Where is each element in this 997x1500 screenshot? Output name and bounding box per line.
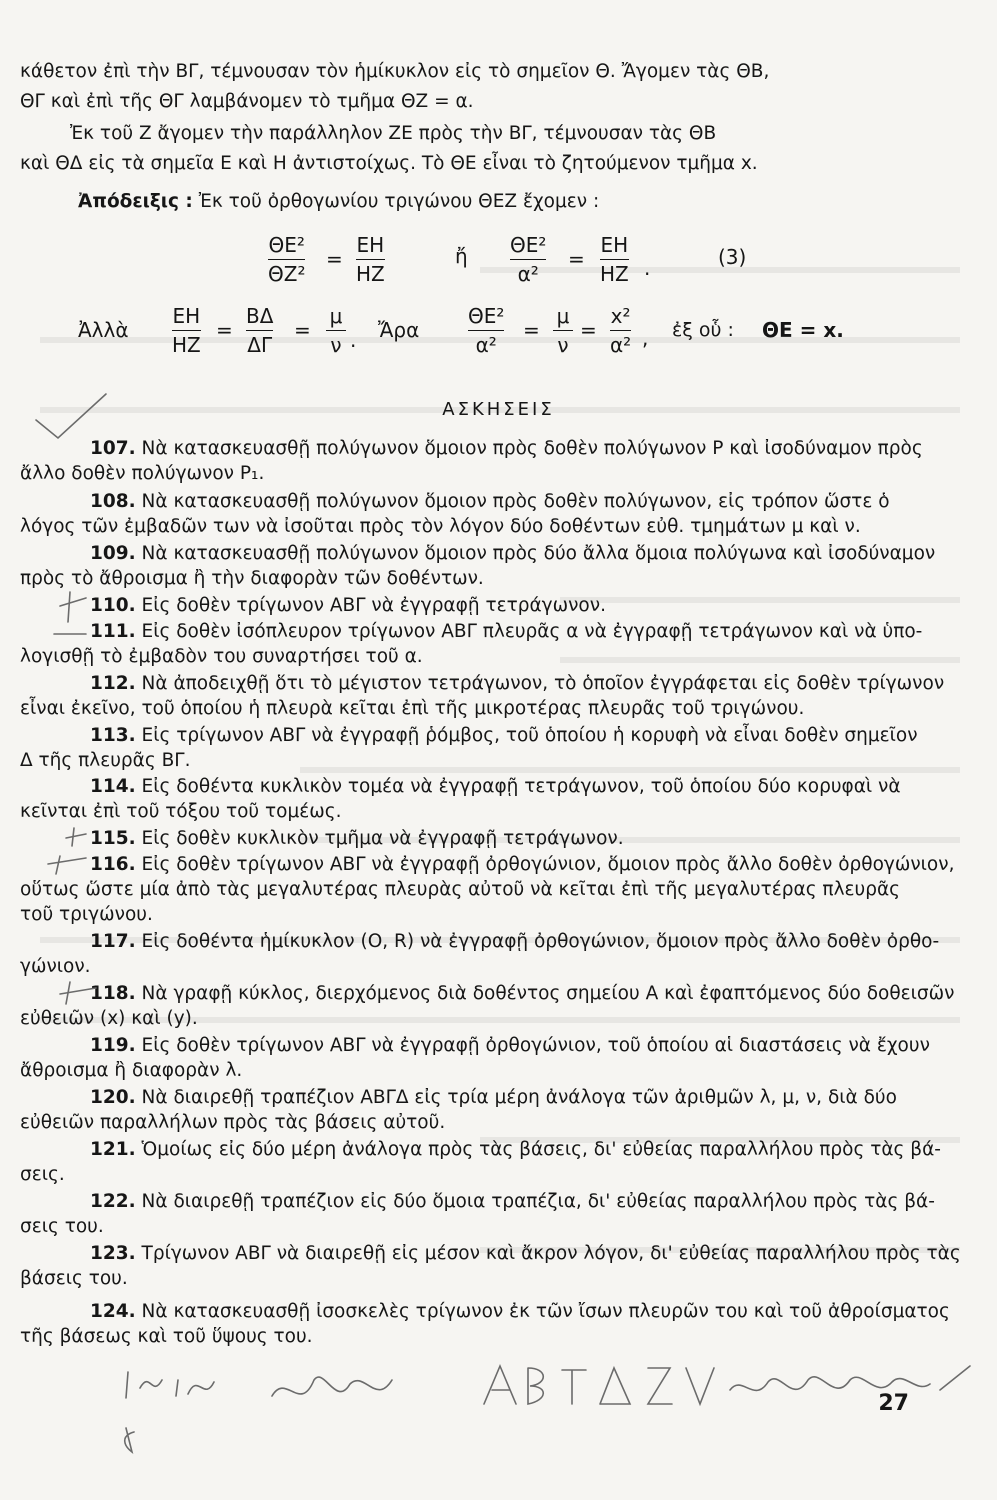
exercise-109-line-2: πρὸς τὸ ἄθροισμα ἢ τὴν διαφορὰν τῶν δοθέντων. xyxy=(20,568,484,589)
page-number: 27 xyxy=(878,1391,909,1416)
cross-mark xyxy=(66,828,86,846)
numerator: ΒΔ xyxy=(246,304,274,328)
numerator: ΕΗ xyxy=(172,304,201,328)
exercise-117-line-1: 117. Εἰς δοθέντα ἡμίκυκλον (O, R) νὰ ἐγγραφῇ ὀρθογώνιον, ὅμοιον πρὸς ἄλλο δοθὲν ὀρθο- xyxy=(90,931,940,952)
ara-word: Ἄρα xyxy=(378,318,420,342)
denominator: ΗΖ xyxy=(600,262,629,286)
check-mark xyxy=(36,394,106,438)
numerator: ΘΕ² xyxy=(468,304,505,328)
exercise-119-line-1: 119. Εἰς δοθὲν τρίγωνον ΑΒΓ νὰ ἐγγραφῇ ὀρθογώνιον, τοῦ ὁποίου αἱ διαστάσεις νὰ ἔχουν xyxy=(90,1035,930,1056)
exercise-124-line-2: τῆς βάσεως καὶ τοῦ ὕψους του. xyxy=(20,1326,313,1347)
exercise-107-line-1: 107. Νὰ κατασκευασθῇ πολύγωνον ὅμοιον πρὸς δοθὲν πολύγωνον P καὶ ἰσοδύναμον πρὸς xyxy=(90,438,923,459)
equals-sign: = xyxy=(523,318,540,342)
intro-line-1: κάθετον ἐπὶ τὴν ΒΓ, τέμνουσαν τὸν ἡμίκυκλον εἰς τὸ σημεῖον Θ. Ἄγομεν τὰς ΘΒ, xyxy=(20,61,770,82)
exercise-120-line-2: εὐθειῶν παραλλήλων πρὸς τὰς βάσεις αὐτοῦ. xyxy=(20,1112,446,1133)
exercise-114-line-2: κεῖνται ἐπὶ τοῦ τόξου τοῦ τομέως. xyxy=(20,801,342,822)
denominator: ν xyxy=(330,333,342,357)
exercise-107-line-2: ἄλλο δοθὲν πολύγωνον P₁. xyxy=(20,463,265,484)
exercise-121-line-2: σεις. xyxy=(20,1164,65,1185)
exercise-117-line-2: γώνιον. xyxy=(20,956,91,977)
alla-word: Ἀλλὰ xyxy=(78,318,129,342)
numerator: ΕΗ xyxy=(356,233,385,257)
proof-label: Ἀπόδειξις : xyxy=(78,191,193,212)
exercise-110-line-1: 110. Εἰς δοθὲν τρίγωνον ΑΒΓ νὰ ἐγγραφῇ τετράγωνον. xyxy=(90,595,606,616)
exercise-120-line-1: 120. Νὰ διαιρεθῇ τραπέζιον ΑΒΓΔ εἰς τρία μέρη ἀνάλογα τῶν ἀριθμῶν λ, μ, ν, διὰ δύο xyxy=(90,1087,897,1108)
denominator: ΘΖ² xyxy=(268,262,306,286)
exercise-119-line-2: ἄθροισμα ἢ διαφορὰν λ. xyxy=(20,1060,243,1081)
handwriting-scribble xyxy=(272,1377,392,1396)
proof-text: Ἐκ τοῦ ὀρθογωνίου τριγώνου ΘΕΖ ἔχομεν : xyxy=(198,191,600,212)
handwriting-scribble xyxy=(126,1372,214,1398)
exercise-116-line-3: τοῦ τριγώνου. xyxy=(20,904,153,925)
exercise-112-line-2: εἶναι ἐκεῖνο, τοῦ ὁποίου ἡ πλευρὰ κεῖται ἐπὶ τῆς μικροτέρας πλευρᾶς τοῦ τριγώνου. xyxy=(20,698,805,719)
handwriting-scribble xyxy=(125,1428,134,1452)
denominator: ΗΖ xyxy=(172,333,201,357)
exercise-113-line-2: Δ τῆς πλευρᾶς ΒΓ. xyxy=(20,750,191,771)
numerator: μ xyxy=(556,304,570,328)
exercise-108-line-2: λόγος τῶν ἐμβαδῶν των νὰ ἰσοῦται πρὸς τὸν λόγον δύο δοθέντων εὐθ. τμημάτων μ καὶ ν. xyxy=(20,516,861,537)
intro-line-2: ΘΓ καὶ ἐπὶ τῆς ΘΓ λαμβάνομεν τὸ τμῆμα ΘΖ = α. xyxy=(20,91,474,112)
equation-label: (3) xyxy=(718,245,747,269)
exercise-123-line-2: βάσεις του. xyxy=(20,1268,128,1289)
numerator: x² xyxy=(610,304,631,328)
comma: , xyxy=(642,326,649,350)
exercise-111-line-1: 111. Εἰς δοθὲν ἰσόπλευρον τρίγωνον ΑΒΓ πλευρᾶς α νὰ ἐγγραφῇ τετράγωνον καὶ νὰ ὑπο- xyxy=(90,621,923,642)
equals-sign: = xyxy=(216,318,233,342)
exercise-108-line-1: 108. Νὰ κατασκευασθῇ πολύγωνον ὅμοιον πρὸς δοθὲν πολύγωνον, εἰς τρόπον ὥστε ὁ xyxy=(90,491,890,512)
ex-ou-phrase: ἐξ οὗ : xyxy=(672,319,734,341)
numerator: ΕΗ xyxy=(600,233,629,257)
exercises-heading: ΑΣΚΗΣΕΙΣ xyxy=(442,399,555,420)
handwriting-scribble xyxy=(686,1366,970,1404)
denominator: ΔΓ xyxy=(247,333,273,357)
denominator: α² xyxy=(475,333,497,357)
intro-line-3: Ἐκ τοῦ Ζ ἄγομεν τὴν παράλληλον ΖΕ πρὸς τὴν ΒΓ, τέμνουσαν τὰς ΘΒ xyxy=(70,123,717,144)
numerator: μ xyxy=(329,304,343,328)
cross-mark xyxy=(60,592,86,622)
exercise-115-line-1: 115. Εἰς δοθὲν κυκλικὸν τμῆμα νὰ ἐγγραφῇ τετράγωνον. xyxy=(90,828,624,849)
exercise-112-line-1: 112. Νὰ ἀποδειχθῇ ὅτι τὸ μέγιστον τετράγωνον, τὸ ὁποῖον ἐγγράφεται εἰς δοθὲν τρίγωνον xyxy=(90,673,945,694)
exercise-116-line-1: 116. Εἰς δοθὲν τρίγωνον ΑΒΓ νὰ ἐγγραφῇ ὀρθογώνιον, ὅμοιον πρὸς ἄλλο δοθὲν ὀρθογώνιον, xyxy=(90,854,955,875)
cross-mark xyxy=(60,982,96,1004)
exercise-113-line-1: 113. Εἰς τρίγωνον ΑΒΓ νὰ ἐγγραφῇ ῥόμβος, τοῦ ὁποίου ἡ κορυφὴ νὰ εἶναι δοθὲν σημεῖον xyxy=(90,725,918,746)
period: . xyxy=(644,256,651,280)
cross-mark xyxy=(48,856,86,874)
exercise-122-line-2: σεις του. xyxy=(20,1216,104,1237)
intro-line-4: καὶ ΘΔ εἰς τὰ σημεῖα Ε καὶ Η ἀντιστοίχως. Τὸ ΘΕ εἶναι τὸ ζητούμενον τμῆμα x. xyxy=(20,153,758,174)
exercise-114-line-1: 114. Εἰς δοθέντα κυκλικὸν τομέα νὰ ἐγγραφῇ τετράγωνον, τοῦ ὁποίου δύο κορυφαὶ νὰ xyxy=(90,776,901,797)
period: . xyxy=(350,328,357,352)
or-word: ἤ xyxy=(455,244,468,268)
equals-sign: = xyxy=(326,247,343,271)
denominator: ΗΖ xyxy=(356,262,385,286)
numerator: ΘΕ² xyxy=(510,233,547,257)
exercise-109-line-1: 109. Νὰ κατασκευασθῇ πολύγωνον ὅμοιον πρὸς δύο ἄλλα ὅμοια πολύγωνα καὶ ἰσοδύναμον xyxy=(90,543,936,564)
exercise-118-line-1: 118. Νὰ γραφῇ κύκλος, διερχόμενος διὰ δοθέντος σημείου Α καὶ ἐφαπτόμενος δύο δοθεισῶν xyxy=(90,983,955,1004)
exercise-121-line-1: 121. Ὁμοίως εἰς δύο μέρη ἀνάλογα πρὸς τὰς βάσεις, δι' εὐθείας παραλλήλου πρὸς τὰς βά- xyxy=(90,1139,941,1160)
exercise-123-line-1: 123. Τρίγωνον ΑΒΓ νὰ διαιρεθῇ εἰς μέσον καὶ ἄκρον λόγον, δι' εὐθείας παραλλήλου πρὸς τὰς xyxy=(90,1243,961,1264)
exercise-118-line-2: εὐθειῶν (x) καὶ (y). xyxy=(20,1008,198,1029)
denominator: ν xyxy=(557,333,569,357)
exercise-124-line-1: 124. Νὰ κατασκευασθῇ ἰσοσκελὲς τρίγωνον ἐκ τῶν ἴσων πλευρῶν του καὶ τοῦ ἀθροίσματος xyxy=(90,1301,950,1322)
equals-sign: = xyxy=(294,318,311,342)
numerator: ΘΕ² xyxy=(268,233,305,257)
exercise-122-line-1: 122. Νὰ διαιρεθῇ τραπέζιον εἰς δύο ὅμοια τραπέζια, δι' εὐθείας παραλλήλου πρὸς τὰς βά- xyxy=(90,1191,935,1212)
formula-result: ΘΕ = x. xyxy=(762,318,844,342)
exercise-116-line-2: οὕτως ὥστε μία ἀπὸ τὰς μεγαλυτέρας πλευρὰς αὐτοῦ νὰ κεῖται ἐπὶ τῆς μεγαλυτέρας πλευρᾶς xyxy=(20,879,901,900)
equals-sign: = xyxy=(580,318,597,342)
handwriting-scribble xyxy=(484,1366,672,1404)
denominator: α² xyxy=(610,333,632,357)
exercise-111-line-2: λογισθῇ τὸ ἐμβαδὸν του συναρτήσει τοῦ α. xyxy=(20,646,423,667)
equals-sign: = xyxy=(568,247,585,271)
denominator: α² xyxy=(517,262,539,286)
